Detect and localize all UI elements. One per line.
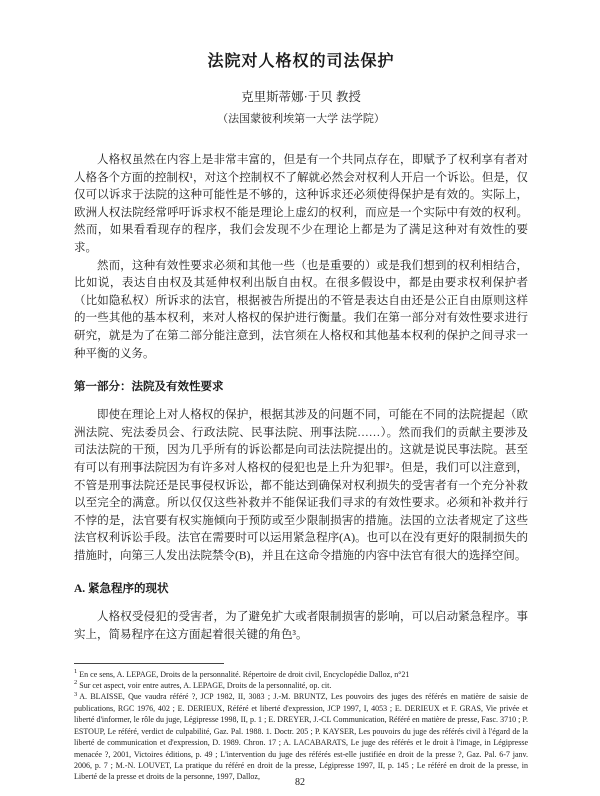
footnotes-block [74, 669, 528, 783]
section-a-heading: A. 紧急程序的现状 [74, 583, 169, 596]
page-number: 82 [295, 777, 305, 788]
footnote-marker-2: 2 [74, 679, 78, 687]
section-1-heading: 第一部分：法院及有效性要求 [74, 381, 224, 394]
footnote-text-2: Sur cet aspect, voir entre autres, A. LEPAGE, Droits de la personnalité, op. cit. [79, 681, 332, 691]
footnote-marker-1: 1 [74, 668, 78, 675]
author-line: 克里斯蒂娜·于贝 教授 [241, 90, 361, 104]
body-paragraph-4: 人格权受侵犯的受害者，为了避免扩大或者限制损害的影响，可以启动紧急程序。事实上，简易程序在这方面起着很关键的角色³。 [74, 611, 528, 642]
body-paragraph-2: 然而，这种有效性要求必须和其他一些（也是重要的）或是我们想到的权利相结合，比如说，表达自由权及其延伸权利出版自由权。在很多假设中，都是由要求权利保护者（比如隐私权）所诉求的法官，根据被告所提出的不管是表达自由还是公正自由原则这样的一些其他的基本权利，来对人格权的保护进行衡量。我们在第一部分对有效性要求进行研究，就是为了在第二部分能注意到，法官须在人格权和其他基本权利的保护之间寻求一种平衡的义务。 [74, 259, 528, 360]
affiliation-line: （法国蒙彼利埃第一大学 法学院） [217, 113, 385, 125]
footnote-item-3 [74, 691, 528, 782]
footnote-item-2 [74, 680, 528, 691]
footnote-text-3: A. BLAISSE, Que vaudra référé ?, JCP 1982, II, 3083 ; J.-M. BRUNTZ, Les pouvoirs des juges des référés en matière de saisie de publications, RGC 1976, 402 ; E. DERIEUX, Référé et liberté d'expression, JCP 1997, I, 4053 ; E. DERIEUX et F. GRAS, Vie privée et liberté d'informer, le rôle du juge, Légipresse 1998, II, p. 1 ; E. DREYER, J.-CL Communication, Référé en matière de presse, Fasc. 3710 ; P. ESTOUP, Le référé, verdict de culpabilité, Gaz. Pal. 1988. 1. Doctr. 205 ; P. KAYSER, Les pouvoirs du juge des référés civil à l'égard de la liberté de communication et d'expression, D. 1989. Chron. 17 ; A. LACABARATS, Le juge des référés et le droit à l'image, in Légipresse menacée ?, 2001, Victoires éditions, p. 49 ; L'intervention du juge des référés est-elle justifiée en droit de la presse ?, Gaz. Pal. 6-7 janv. 2006, p. 7 ; M.-N. LOUVET, La pratique du référé en droit de la presse, Légipresse 1997, II, p. 145 ; Le référé en droit de la presse, in Liberté de la presse et droits de la personne, 1997, Dalloz, [74, 692, 528, 782]
footnote-item-1 [74, 669, 528, 680]
body-paragraph-3: 即使在理论上对人格权的保护，根据其涉及的问题不同，可能在不同的法院提起（欧洲法院、宪法委员会、行政法院、民事法院、刑事法院……）。然而我们的贡献主要涉及司法法院的干预，因为几乎所有的诉讼都是向司法法院提出的。这就是说民事法院。甚至有可以有刑事法院因为有许多对人格权的侵犯也是上升为犯罪²。但是，我们可以注意到，不管是刑事法院还是民事侵权诉讼，都不能达到确保对权利损失的受害者有一个充分补救以至完全的满意。所以仅仅这些补救并不能保证我们寻求的有效性要求。必须和补救并行不悖的是，法官要有权实施倾向于预防或至少限制损害的措施。法国的立法者规定了这些法官权利诉讼手段。法官在需要时可以运用紧急程序(A)。也可以在没有更好的限制损失的措施时，向第三人发出法院禁令(B)，并且在这命令措施的内容中法官有很大的选择空间。 [74, 409, 528, 562]
page-title: 法院对人格权的司法保护 [207, 53, 395, 70]
footnote-marker-3: 3 [74, 690, 78, 698]
footnote-separator [74, 663, 224, 664]
footnote-text-1: En ce sens, A. LEPAGE, Droits de la personnalité. Répertoire de droit civil, Encyclopédie Dalloz, n°21 [79, 669, 410, 679]
body-paragraph-1: 人格权虽然在内容上是非常丰富的，但是有一个共同点存在，即赋予了权利享有者对人格各个方面的控制权¹，对这个控制权不了解就必然会对权利人开启一个诉讼。但是，仅仅可以诉求于法院的这种可能性是不够的，这种诉求还必须使得保护是有效的。实际上，欧洲人权法院经常呼吁诉求权不能是理论上虚幻的权利，而应是一个实际中有效的权利。然而，如果看看现存的程序，我们会发现不少在理论上都是为了满足这种对有效性的要求。 [74, 154, 528, 254]
